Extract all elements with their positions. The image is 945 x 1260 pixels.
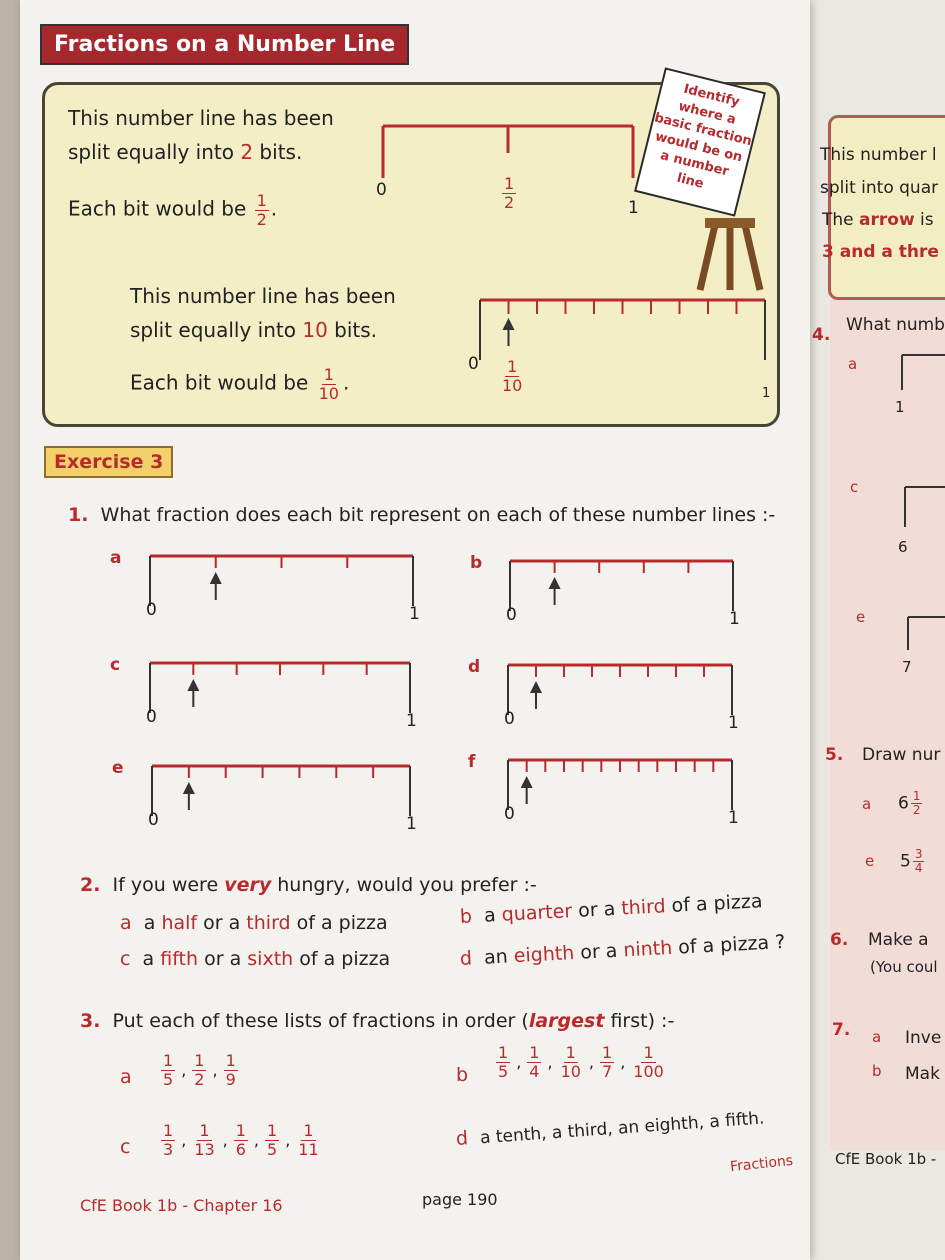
rp-footer: CfE Book 1b - — [835, 1150, 937, 1168]
line-left-label: 0 — [146, 600, 157, 620]
ex2-left-label: 0 — [468, 354, 479, 374]
rp-box-line1: This number l — [820, 145, 937, 165]
footer-page: page 190 — [422, 1190, 498, 1209]
rp-q4e-line — [900, 612, 945, 652]
q2b: b a quarter or a third of a pizza — [459, 890, 764, 928]
rp-q6-text: Make a — [868, 930, 929, 950]
fraction: $\frac{1}{100}$ — [633, 1043, 664, 1081]
arrow-head — [521, 776, 533, 788]
q3: 3. Put each of these lists of fractions in order (largest first) :- — [80, 1010, 675, 1032]
line-right-label: 1 — [406, 814, 417, 834]
rp-q5-num: 5. — [825, 745, 844, 765]
footer-section: Fractions — [729, 1152, 794, 1176]
rp-box-line3: The arrow is — [822, 210, 934, 230]
q3a-list: $\frac{1}{5}$ , $\frac{1}{2}$ , $\frac{1}{9}$ — [163, 1051, 236, 1089]
fraction: $\frac{1}{13}$ — [194, 1121, 215, 1159]
number-line-b — [470, 553, 755, 643]
number-line-letter: e — [112, 758, 124, 778]
number-line-d — [468, 657, 754, 747]
info-line2-a: This number line has been — [130, 284, 396, 308]
rp-q7b-letter: b — [872, 1062, 882, 1080]
number-line-letter: d — [468, 657, 481, 677]
rp-q4e-letter: e — [856, 608, 866, 626]
number-line-f — [468, 752, 754, 842]
tenths-arrow-head — [503, 318, 515, 330]
info-line1-b: split equally into 2 bits. — [68, 140, 303, 164]
rp-q7b-text: Mak — [905, 1064, 940, 1084]
fraction: $\frac{1}{3}$ — [163, 1121, 174, 1159]
fraction: $\frac{1}{5}$ — [163, 1051, 174, 1089]
q2d: d an eighth or a ninth of a pizza ? — [459, 930, 786, 970]
footer-book: CfE Book 1b - Chapter 16 — [80, 1196, 283, 1215]
fraction: $\frac{1}{6}$ — [235, 1121, 246, 1159]
number-line-svg — [148, 659, 430, 719]
q3c-list: $\frac{1}{3}$ , $\frac{1}{13}$ , $\frac{1}{6}$ , $\frac{1}{5}$ , $\frac{1}{11}$ — [163, 1121, 319, 1159]
number-line-svg — [148, 552, 433, 612]
line-left-label: 0 — [146, 707, 157, 727]
rp-q6-num: 6. — [830, 930, 849, 950]
fraction: $\frac{1}{7}$ — [602, 1043, 613, 1081]
number-line-e — [112, 758, 432, 848]
rp-q4a-line — [890, 350, 945, 395]
arrow-head — [187, 679, 199, 691]
line-right-label: 1 — [406, 711, 417, 731]
arrow-head — [530, 681, 542, 693]
number-line-c — [110, 655, 432, 745]
q3b-list: $\frac{1}{5}$ , $\frac{1}{4}$ , $\frac{1}{10}$ , $\frac{1}{7}$ , $\frac{1}{100}$ — [498, 1043, 664, 1081]
fraction: $\frac{1}{9}$ — [225, 1051, 236, 1089]
fraction: $\frac{1}{5}$ — [267, 1121, 278, 1159]
q3c-letter: c — [120, 1136, 131, 1158]
rp-q4c-value: 6 — [898, 538, 908, 556]
number-line-svg — [150, 762, 430, 822]
line-right-label: 1 — [728, 713, 739, 733]
ex1-mid-label: $\frac{1}{2}$ — [504, 174, 515, 212]
line-left-label: 0 — [504, 709, 515, 729]
rp-q5a-mixed: 6 $\frac{1}{2}$ — [898, 789, 921, 818]
rp-q4-num: 4. — [812, 325, 831, 345]
rp-q4-text: What numb — [846, 315, 945, 335]
objective-tag: Identify where a basic fraction would be on a number line — [634, 67, 766, 216]
line-left-label: 0 — [504, 804, 515, 824]
rp-q4a-value: 1 — [895, 398, 905, 416]
ex1-left-label: 0 — [376, 180, 387, 200]
rp-q6-sub: (You coul — [870, 958, 938, 976]
line-right-label: 1 — [409, 604, 420, 624]
info-each2: Each bit would be $\frac{1}{10}$ . — [130, 365, 350, 403]
arrow-head — [210, 572, 222, 584]
arrow-head — [183, 782, 195, 794]
right-info-box — [828, 115, 945, 300]
number-line-svg — [506, 661, 752, 721]
fraction: $\frac{1}{5}$ — [498, 1043, 509, 1081]
q3d: d a tenth, a third, an eighth, a fifth. — [455, 1108, 766, 1150]
info-each1: Each bit would be $\frac{1}{2}$ . — [68, 191, 278, 229]
number-line-svg — [508, 557, 753, 617]
rp-box-line2: split into quar — [820, 178, 939, 198]
q3b-letter: b — [456, 1064, 469, 1086]
number-line-a — [110, 548, 435, 638]
rp-box-line4: 3 and a thre — [822, 242, 939, 262]
ex2-right-label: 1 — [762, 386, 771, 401]
fraction: $\frac{1}{2}$ — [194, 1051, 205, 1089]
ex2-mid-label: $\frac{1}{10}$ — [502, 357, 523, 395]
rp-q4a-letter: a — [848, 355, 858, 373]
q3a-letter: a — [120, 1066, 132, 1088]
info-line2-b: split equally into 10 bits. — [130, 318, 378, 342]
rp-q5-text: Draw nur — [862, 745, 941, 765]
line-left-label: 0 — [506, 605, 517, 625]
fraction: $\frac{1}{11}$ — [298, 1121, 319, 1159]
exercise-label: Exercise 3 — [44, 446, 173, 478]
rp-q7a-text: Inve — [905, 1028, 942, 1048]
number-line-letter: c — [110, 655, 121, 675]
fraction: $\frac{1}{10}$ — [560, 1043, 581, 1081]
rp-q4e-value: 7 — [902, 658, 912, 676]
info-line1-a: This number line has been — [68, 106, 334, 130]
line-right-label: 1 — [728, 808, 739, 828]
number-line-svg — [506, 756, 752, 816]
rp-q7-num: 7. — [832, 1020, 851, 1040]
line-left-label: 0 — [148, 810, 159, 830]
rp-q7a-letter: a — [872, 1028, 882, 1046]
page-title: Fractions on a Number Line — [40, 24, 409, 65]
q2: 2. If you were very hungry, would you prefer :- — [80, 874, 537, 896]
rp-q4c-letter: c — [850, 478, 859, 496]
number-line-letter: b — [470, 553, 483, 573]
rp-q5e-mixed: 5 $\frac{3}{4}$ — [900, 847, 923, 876]
q2c: c a fifth or a sixth of a pizza — [120, 948, 391, 970]
rp-q5e-letter: e — [865, 852, 875, 870]
right-page — [800, 0, 945, 1260]
number-line-letter: f — [468, 752, 476, 772]
fraction: $\frac{1}{4}$ — [529, 1043, 540, 1081]
q2a: a a half or a third of a pizza — [120, 912, 388, 934]
ex1-right-label: 1 — [628, 198, 639, 218]
rp-q5a-letter: a — [862, 795, 872, 813]
rp-q4c-line — [895, 482, 945, 532]
arrow-head — [549, 577, 561, 589]
q1: 1. What fraction does each bit represent on each of these number lines :- — [68, 504, 776, 526]
number-line-letter: a — [110, 548, 122, 568]
easel-icon — [690, 200, 770, 295]
line-right-label: 1 — [729, 609, 740, 629]
